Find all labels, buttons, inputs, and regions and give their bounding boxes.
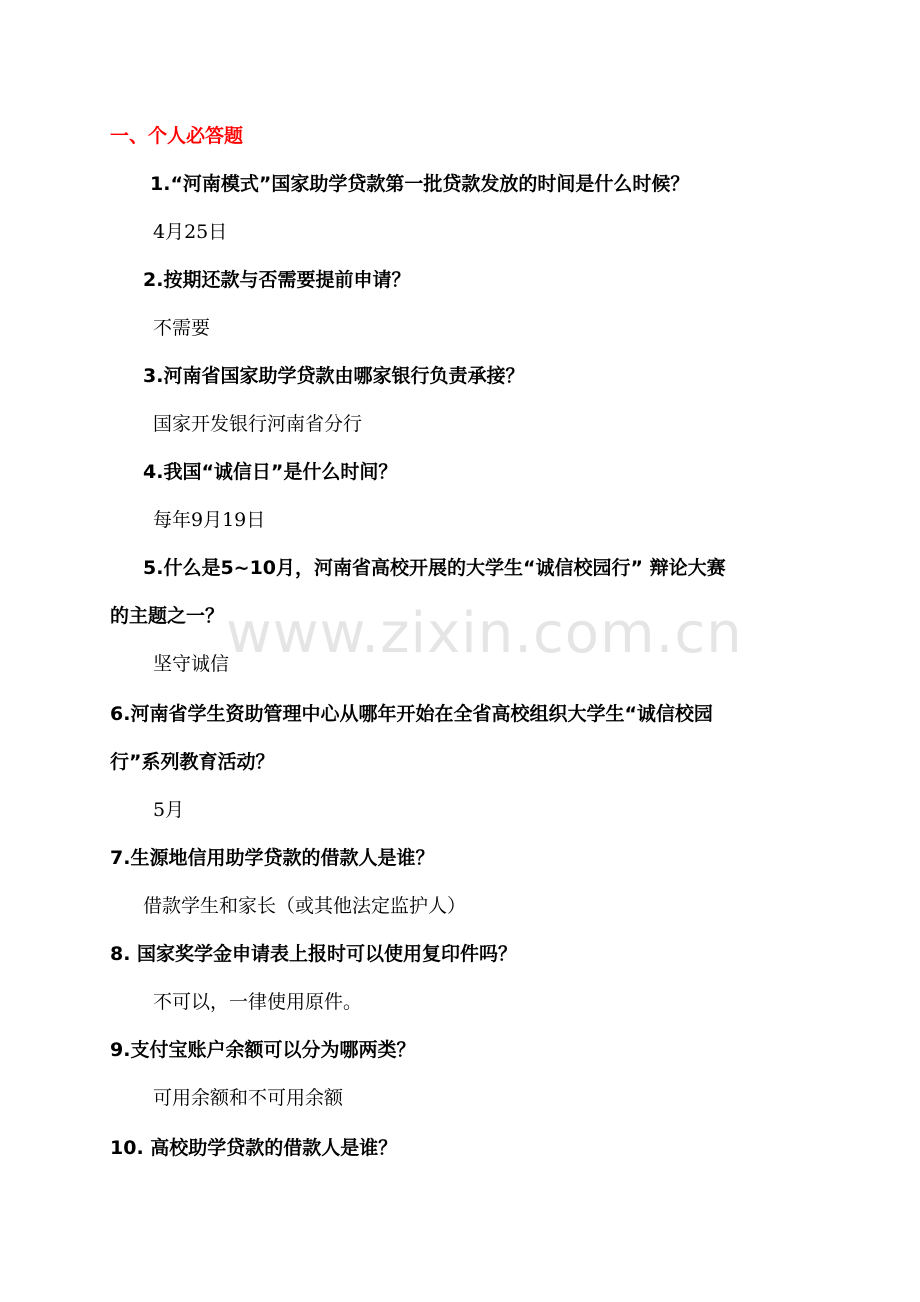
- section-heading: 一、个人必答题: [110, 125, 244, 147]
- question-5-line-2: 的主题之一？: [110, 605, 225, 627]
- question-9: 9.支付宝账户余额可以分为哪两类？: [110, 1039, 416, 1061]
- question-8: 8. 国家奖学金申请表上报时可以使用复印件吗？: [110, 943, 518, 965]
- question-5-line-1: 5.什么是5~10月，河南省高校开展的大学生“诚信校园行” 辩论大赛: [143, 557, 726, 579]
- question-6-line-1: 6.河南省学生资助管理中心从哪年开始在全省高校组织大学生“诚信校园: [110, 703, 713, 725]
- answer-2: 不需要: [153, 317, 211, 339]
- answer-5: 坚守诚信: [153, 653, 230, 675]
- question-3: 3.河南省国家助学贷款由哪家银行负责承接？: [143, 365, 525, 387]
- answer-7: 借款学生和家长（或其他法定监护人）: [143, 895, 467, 917]
- answer-6: 5月: [153, 799, 185, 821]
- answer-8: 不可以，一律使用原件。: [153, 991, 363, 1013]
- answer-3: 国家开发银行河南省分行: [153, 413, 363, 435]
- question-10: 10. 高校助学贷款的借款人是谁？: [110, 1137, 398, 1159]
- answer-9: 可用余额和不可用余额: [153, 1087, 344, 1109]
- question-7: 7.生源地信用助学贷款的借款人是谁？: [110, 847, 435, 869]
- answer-1: 4月25日: [153, 221, 228, 243]
- answer-4: 每年9月19日: [153, 509, 266, 531]
- question-6-line-2: 行”系列教育活动？: [110, 751, 275, 773]
- watermark-text: www.zixin.com.cn: [226, 601, 743, 666]
- question-2: 2.按期还款与否需要提前申请？: [143, 269, 411, 291]
- question-4: 4.我国“诚信日”是什么时间？: [143, 461, 398, 483]
- question-1: 1.“河南模式”国家助学贷款第一批贷款发放的时间是什么时候？: [150, 173, 690, 195]
